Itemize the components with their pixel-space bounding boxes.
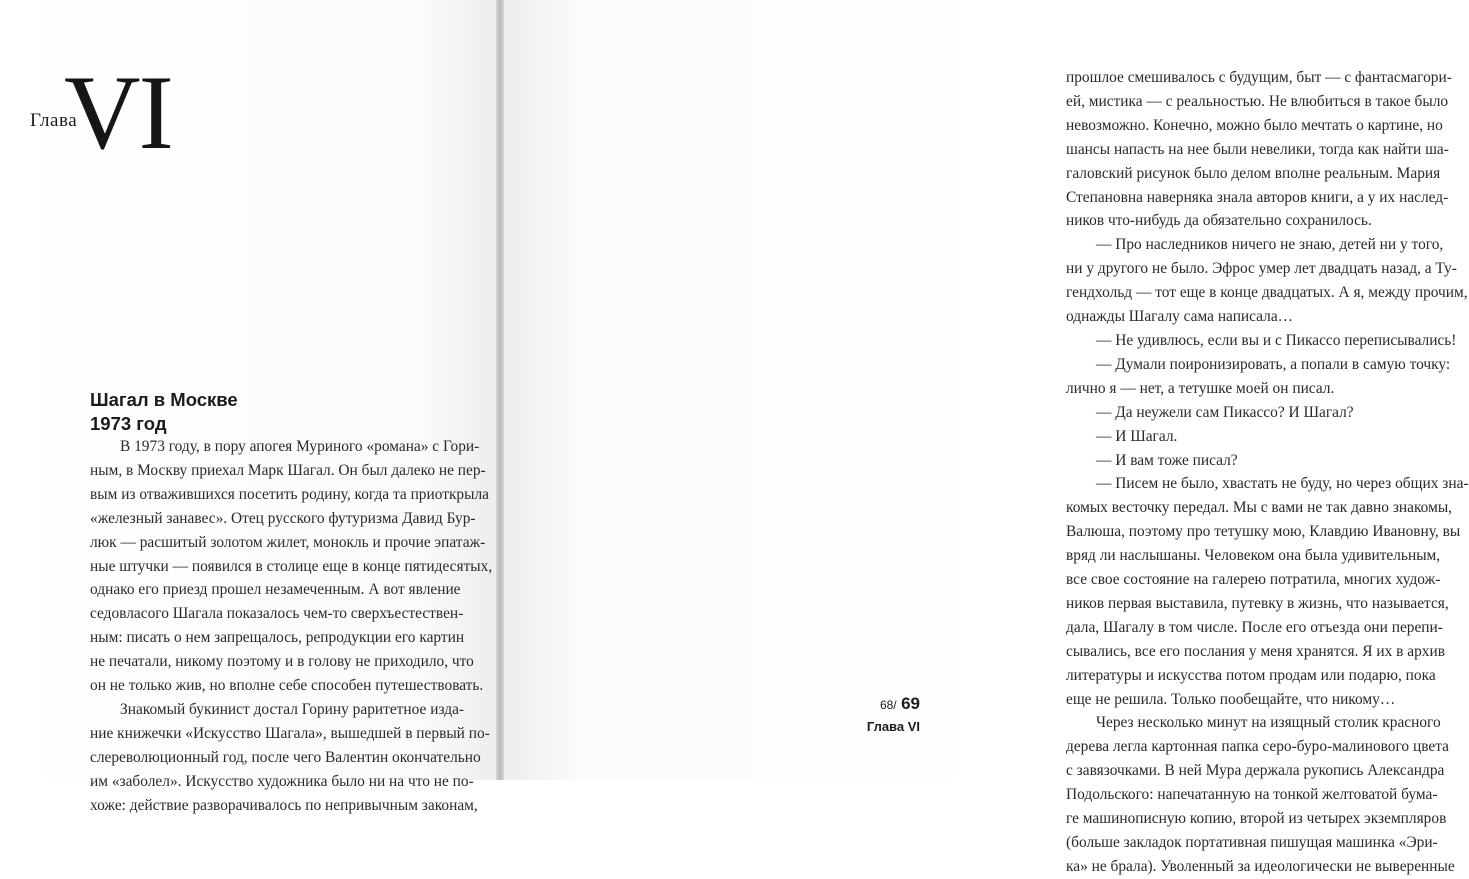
text-line: слереволюционный год, после чего Валентин окончательно <box>90 748 481 766</box>
page-number <box>880 694 920 714</box>
previous-page-number: 68/ <box>879 698 897 712</box>
text-line: не печатали, никому поэтому и в голову не приходило, что <box>90 653 474 671</box>
section-title-line: Шагал в Москве <box>90 389 238 410</box>
chapter-word: Глава <box>30 110 78 131</box>
text-line: Знакомый букинист достал Горину раритетное изда- <box>120 700 465 718</box>
text-line: — И вам тоже писал? <box>1096 451 1238 469</box>
text-line: — Писем не было, хвастать не буду, но через общих зна- <box>1096 475 1469 493</box>
text-line: ные штучки — появился в столице еще в конце пятидесятых, <box>90 557 493 575</box>
right-page-body-text <box>1066 66 1469 879</box>
text-line: им «заболел». Искусство художника было ни на что не по- <box>90 772 474 790</box>
text-line: ни у другого не было. Эфрос умер лет двадцать назад, а Ту- <box>1066 260 1457 278</box>
left-page-body-text <box>90 435 493 818</box>
text-line: невозможно. Конечно, можно было мечтать о картине, но <box>1066 116 1443 134</box>
text-line: седовласого Шагала показалось чем-то сверхъестествен- <box>90 605 464 623</box>
text-line: однако его приезд прошел незамеченным. А вот явление <box>90 581 461 599</box>
text-line: — Да неужели сам Пикассо? И Шагал? <box>1096 403 1354 421</box>
current-page-number: 69 <box>901 694 920 713</box>
text-line: хоже: действие разворачивалось по непривычным законам, <box>90 796 478 814</box>
text-line: Подольского: напечатанную на тонкой желтоватой бума- <box>1066 786 1438 804</box>
text-line: ников что-нибудь да обязательно сохранилось. <box>1066 212 1372 230</box>
text-line: «железный занавес». Отец русского футуризма Давид Бур- <box>90 509 476 527</box>
text-line: дала, Шагалу в том числе. После его отъезда они перепи- <box>1066 618 1443 636</box>
text-line: лично я — нет, а тетушке моей он писал. <box>1066 379 1335 397</box>
text-line: Через несколько минут на изящный столик красного <box>1096 714 1441 732</box>
text-line: ным, в Москву приехал Марк Шагал. Он был далеко не пер- <box>90 461 486 479</box>
text-line: — Про наследников ничего не знаю, детей ни у того, <box>1096 236 1444 254</box>
section-title <box>90 388 238 436</box>
text-line: ников первая выставила, путевку в жизнь, что называется, <box>1066 594 1449 612</box>
book-gutter <box>496 0 504 780</box>
text-line: ние книжечки «Искусство Шагала», вышедшей в первый по- <box>90 724 490 742</box>
text-line: однажды Шагалу сама написала… <box>1066 308 1294 326</box>
text-line: ге машинописную копию, второй из четырех экземпляров <box>1066 810 1447 828</box>
text-line: он не только жив, но вполне себе способен путешествовать. <box>90 677 484 695</box>
text-line: — Думали поиронизировать, а попали в самую точку: <box>1096 355 1451 373</box>
text-line: шансы напасть на нее были невелики, тогда как найти ша- <box>1066 140 1449 158</box>
text-line: прошлое смешивалось с будущим, быт — с фантасмагори- <box>1066 69 1452 86</box>
left-page <box>0 0 496 814</box>
text-line: — Не удивлюсь, если вы и с Пикассо переписывались! <box>1096 331 1457 349</box>
text-line: ка» не брала). Уволенный за идеологически не выверенные <box>1066 857 1455 875</box>
text-line: с завязочками. В ней Мура держала рукопись Александра <box>1066 762 1445 780</box>
text-line: В 1973 году, в пору апогея Муриного «романа» с Гори- <box>120 438 480 455</box>
text-line: вым из отважившихся посетить родину, когда та приоткрыла <box>90 485 489 503</box>
text-line: еще не решила. Только пообещайте, что никому… <box>1066 690 1396 708</box>
text-line: ным: писать о нем запрещалось, репродукции его картин <box>90 629 465 647</box>
text-line: гендхольд — тот еще в конце двадцатых. А я, между прочим, <box>1066 284 1468 302</box>
running-head: Глава VI <box>866 719 920 734</box>
text-line: литературы и искусства потом продам или подарю, пока <box>1066 666 1436 684</box>
chapter-number: VI <box>64 54 172 171</box>
text-line: люк — расшитый золотом жилет, монокль и прочие эпатаж- <box>90 533 486 551</box>
text-line: комых весточку передал. Мы с вами не так давно знакомы, <box>1066 499 1453 517</box>
text-line: Степановна наверняка знала авторов книги, а у их наслед- <box>1066 188 1449 206</box>
text-line: галовский рисунок было делом вполне реальным. Мария <box>1066 164 1441 182</box>
text-line: все свое состояние на галерею потратила, многих худож- <box>1066 571 1441 589</box>
text-line: ей, мистика — с реальностью. Не влюбиться в такое было <box>1066 92 1449 110</box>
text-line: вряд ли наслышаны. Человеком она была удивительным, <box>1066 547 1441 565</box>
text-line: сывались, все его послания у меня хранятся. Я их в архив <box>1066 642 1445 660</box>
text-line: дерева легла картонная папка серо-буро-малинового цвета <box>1066 738 1449 756</box>
text-line: — И Шагал. <box>1096 427 1178 445</box>
right-page <box>504 0 1469 875</box>
text-line: (больше закладок портативная пишущая машинка «Эри- <box>1066 834 1438 851</box>
text-line: Валюша, поэтому про тетушку мою, Клавдию Ивановну, вы <box>1066 523 1461 541</box>
section-title-line: 1973 год <box>90 413 167 434</box>
